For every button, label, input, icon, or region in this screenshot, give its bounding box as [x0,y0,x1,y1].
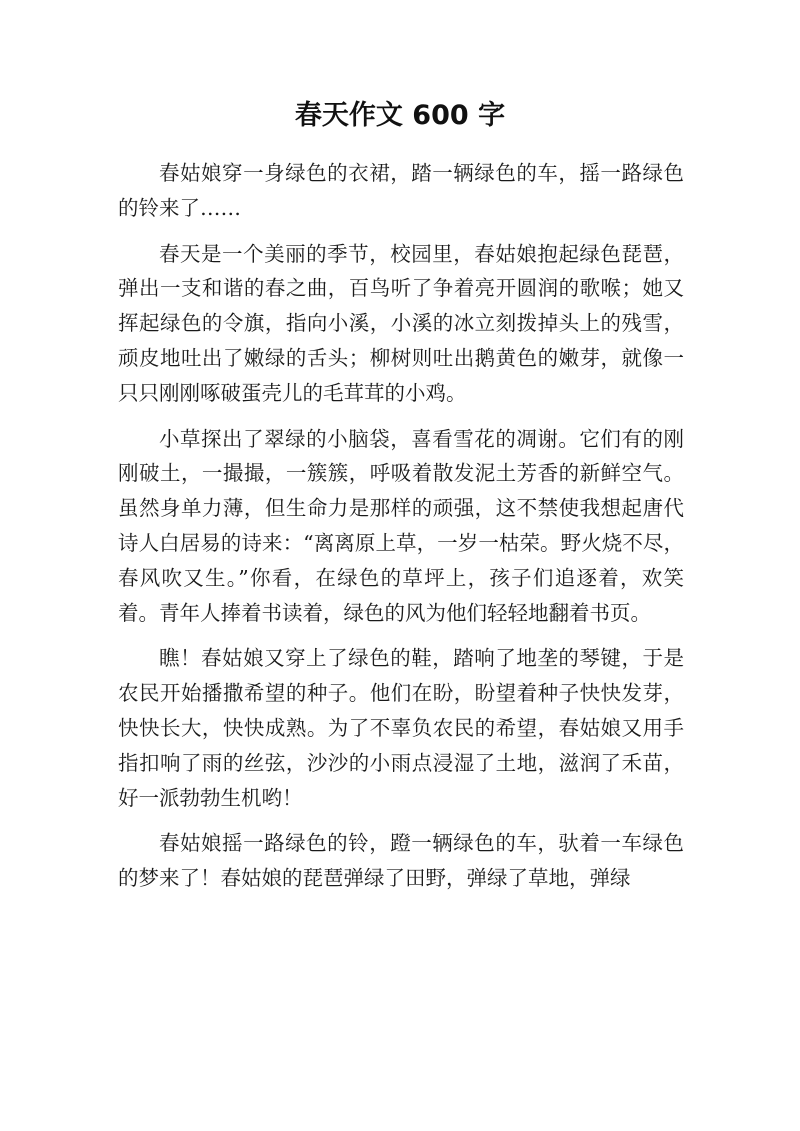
paragraph-4: 瞧！春姑娘又穿上了绿色的鞋，踏响了地垄的琴键，于是农民开始播撒希望的种子。他们在盼，盼望着种子快快发芽，快快长大，快快成熟。为了不辜负农民的希望，春姑娘又用手指扣响了雨的丝弦，沙沙的小雨点浸湿了土地，滋润了禾苗，好一派勃勃生机哟！ [118,646,684,810]
essay-body [118,156,684,907]
paragraph-5: 春姑娘摇一路绿色的铃，蹬一辆绿色的车，驮着一车绿色的梦来了！春姑娘的琵琶弹绿了田野，弹绿了草地，弹绿 [118,831,684,891]
document-title: 春天作文 600 字 [294,100,506,131]
paragraph-2: 春天是一个美丽的季节，校园里，春姑娘抱起绿色琵琶，弹出一支和谐的春之曲，百鸟听了争着亮开圆润的歌喉；她又挥起绿色的令旗，指向小溪，小溪的冰立刻拨掉头上的残雪，顽皮地吐出了嫩绿的舌头；柳树则吐出鹅黄色的嫩芽，就像一只只刚刚啄破蛋壳儿的毛茸茸的小鸡。 [118,241,684,405]
paragraph-3: 小草探出了翠绿的小脑袋，喜看雪花的凋谢。它们有的刚刚破土，一撮撮，一簇簇，呼吸着散发泥土芳香的新鲜空气。虽然身单力薄，但生命力是那样的顽强，这不禁使我想起唐代诗人白居易的诗来：“离离原上草，一岁一枯荣。野火烧不尽，春风吹又生。”你看，在绿色的草坪上，孩子们追逐着，欢笑着。青年人捧着书读着，绿色的风为他们轻轻地翻着书页。 [118,426,684,625]
paragraph-1: 春姑娘穿一身绿色的衣裙，踏一辆绿色的车，摇一路绿色的铃来了…… [118,161,684,220]
